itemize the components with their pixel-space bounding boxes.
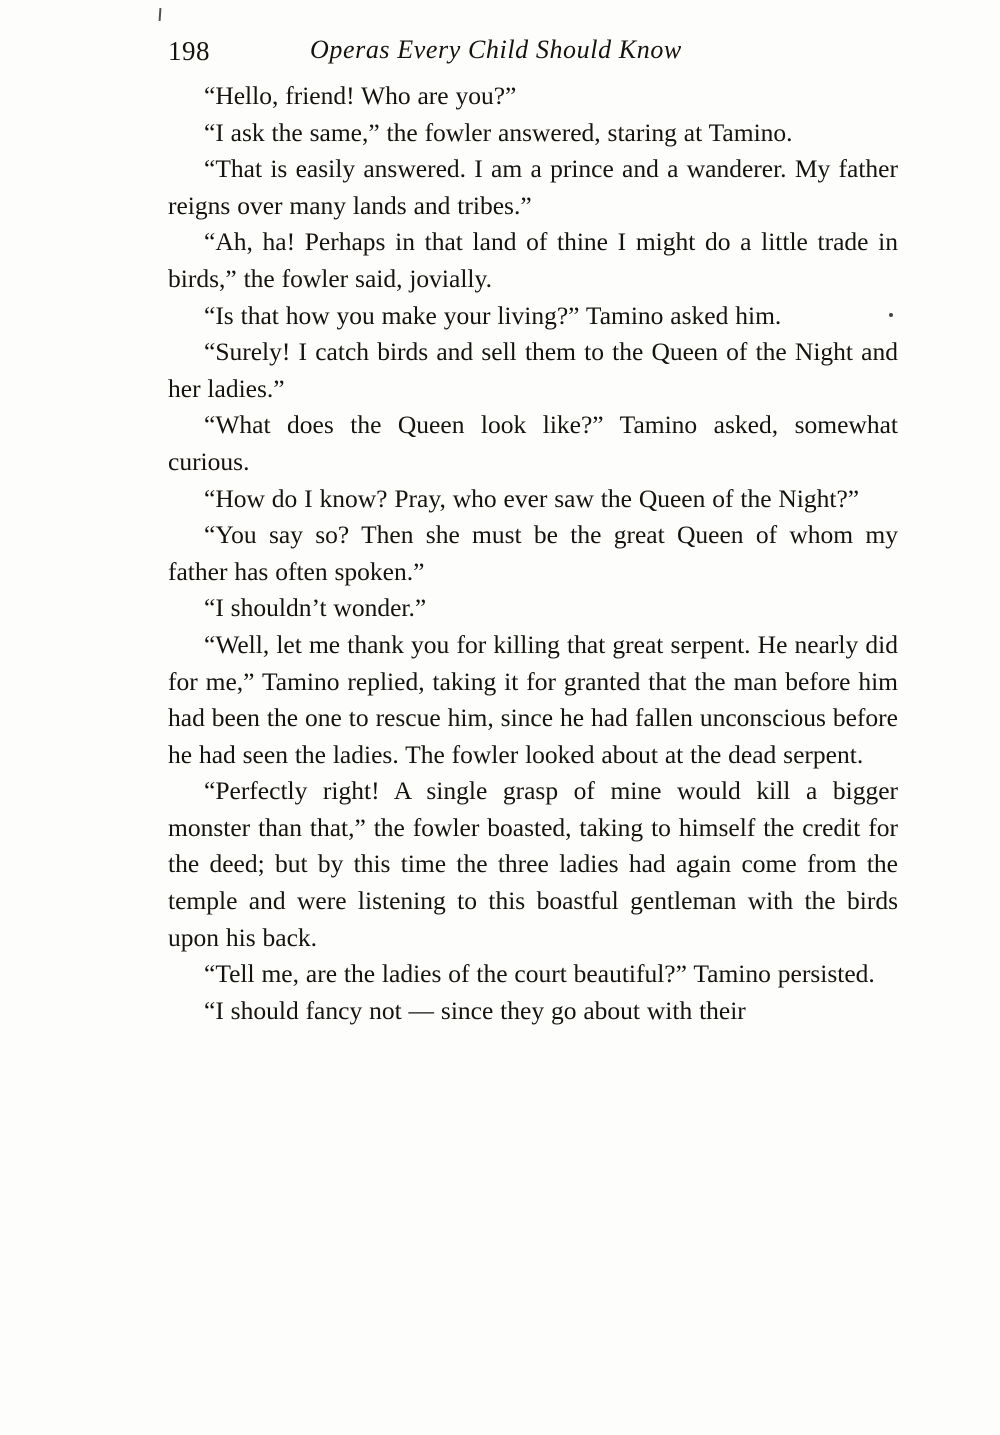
paragraph: “How do I know? Pray, who ever saw the Queen of the Night?” xyxy=(204,483,860,513)
paragraph: “That is easily answered. I am a prince and a wanderer. My father reigns over many lands and tribes.” xyxy=(168,154,898,220)
paragraph: “Well, let me thank you for killing that great serpent. He nearly did for me,” Tamino replied, taking it for granted that the man before him had been the one to rescue him, since he had fallen unconscious before he had seen the ladies. The fowler looked about at the dead serpent. xyxy=(168,629,898,769)
paragraph: “Is that how you make your living?” Tamino asked him. xyxy=(204,300,782,330)
paragraph: “I should fancy not — since they go about with their xyxy=(204,995,746,1025)
paragraph: “I ask the same,” the fowler answered, staring at Tamino. xyxy=(204,117,793,147)
paragraph: “Tell me, are the ladies of the court beautiful?” Tamino persisted. xyxy=(204,959,875,989)
page-body xyxy=(168,78,898,1029)
paragraph: “What does the Queen look like?” Tamino asked, somewhat curious. xyxy=(168,410,898,476)
paragraph: “Perfectly right! A single grasp of mine would kill a bigger monster than that,” the fowler boasted, taking to himself the credit for the deed; but by this time the three ladies had again come from the temple and were listening to this boastful gentleman with the birds upon his back. xyxy=(168,776,898,952)
paragraph: “You say so? Then she must be the great Queen of whom my father has often spoken.” xyxy=(168,520,898,586)
running-title: Operas Every Child Should Know xyxy=(310,35,682,64)
paragraph: “Hello, friend! Who are you?” xyxy=(204,81,517,110)
paragraph: “Ah, ha! Perhaps in that land of thine I might do a little trade in birds,” the fowler said, jovially. xyxy=(168,227,898,293)
paragraph: “Surely! I catch birds and sell them to the Queen of the Night and her ladies.” xyxy=(168,337,898,403)
paragraph: “I shouldn’t wonder.” xyxy=(204,593,427,623)
page-header xyxy=(0,18,1000,66)
page-number: 198 xyxy=(168,36,210,66)
